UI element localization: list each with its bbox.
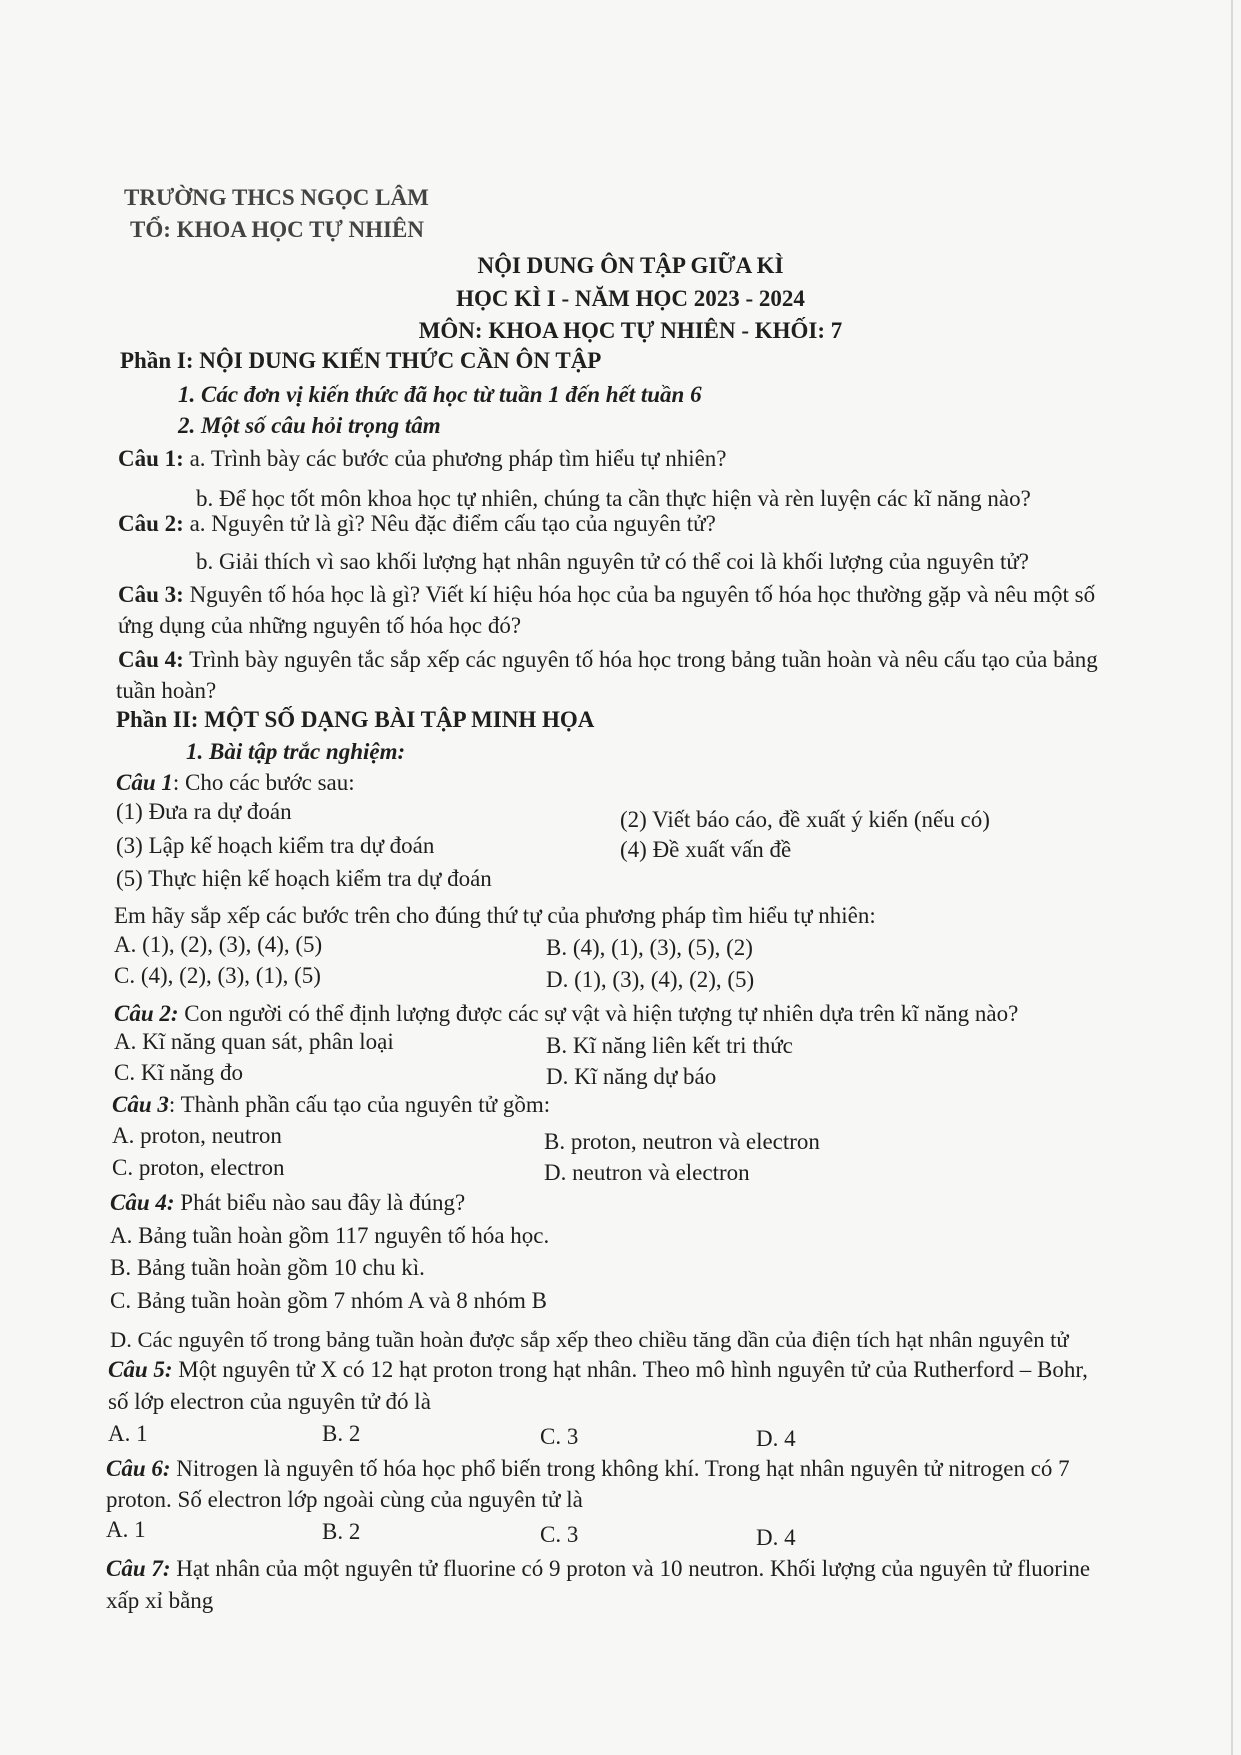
mcq-1-ask: Em hãy sắp xếp các bước trên cho đúng thứ tự của phương pháp tìm hiểu tự nhiên: [114, 903, 876, 928]
mcq-4-option-a: A. Bảng tuần hoàn gồm 117 nguyên tố hóa học. [110, 1223, 550, 1248]
question-label: Câu 4: [110, 1190, 175, 1215]
question-text: : Cho các bước sau: [172, 770, 355, 795]
mcq-4-option-c: C. Bảng tuần hoàn gồm 7 nhóm A và 8 nhóm B [110, 1288, 547, 1313]
step-1: (1) Đưa ra dự đoán [116, 799, 292, 824]
question-text: Con người có thể định lượng được các sự vật và hiện tượng tự nhiên dựa trên kĩ năng nào? [178, 1001, 1019, 1026]
question-text: a. Trình bày các bước của phương pháp tìm hiểu tự nhiên? [183, 446, 727, 471]
mcq-5-option-d: D. 4 [756, 1426, 796, 1451]
mcq-1-option-b: B. (4), (1), (3), (5), (2) [546, 935, 753, 960]
mcq-7-stem-2: xấp xỉ bằng [106, 1588, 214, 1613]
title-line-2: HỌC KÌ I - NĂM HỌC 2023 - 2024 [456, 286, 805, 311]
part1-sub1: 1. Các đơn vị kiến thức đã học từ tuần 1 đến hết tuần 6 [178, 382, 702, 407]
question-label: Câu 4: [118, 647, 184, 672]
title-line-1: NỘI DUNG ÔN TẬP GIỮA KÌ [477, 253, 784, 278]
question-label: Câu 6: [106, 1456, 171, 1481]
mcq-1-option-c: C. (4), (2), (3), (1), (5) [114, 963, 321, 988]
part1-heading: Phần I: NỘI DUNG KIẾN THỨC CẦN ÔN TẬP [120, 348, 602, 373]
mcq-4-option-b: B. Bảng tuần hoàn gồm 10 chu kì. [110, 1255, 425, 1280]
mcq-2-stem [114, 999, 1018, 1029]
question-4-line-1 [118, 645, 1098, 675]
mcq-5-option-c: C. 3 [540, 1424, 579, 1449]
question-text: Hạt nhân của một nguyên tử fluorine có 9 proton và 10 neutron. Khối lượng của nguyên tử fluorine [170, 1556, 1091, 1581]
question-text: Nitrogen là nguyên tố hóa học phổ biến trong không khí. Trong hạt nhân nguyên tử nitrogen có 7 [170, 1456, 1070, 1481]
question-label: Câu 2: [114, 1001, 179, 1026]
question-label: Câu 3 [112, 1092, 169, 1117]
mcq-6-stem-2: proton. Số electron lớp ngoài cùng của nguyên tử là [106, 1487, 583, 1512]
question-2-b: b. Giải thích vì sao khối lượng hạt nhân nguyên tử có thể coi là khối lượng của nguyên tử? [196, 549, 1030, 574]
question-label: Câu 5: [108, 1357, 173, 1382]
mcq-1-option-a: A. (1), (2), (3), (4), (5) [114, 932, 323, 957]
mcq-2-option-c: C. Kĩ năng đo [114, 1060, 244, 1085]
question-text: : Thành phần cấu tạo của nguyên tử gồm: [168, 1092, 551, 1117]
question-3-line-1 [118, 580, 1095, 610]
mcq-4-option-d: D. Các nguyên tố trong bảng tuần hoàn được sắp xếp theo chiều tăng dần của điện tích hạt nhân nguyên tử [110, 1327, 1069, 1352]
mcq-7-stem-1 [106, 1554, 1090, 1584]
step-3: (3) Lập kế hoạch kiểm tra dự đoán [116, 833, 435, 858]
question-text: a. Nguyên tử là gì? Nêu đặc điểm cấu tạo của nguyên tử? [183, 511, 716, 536]
question-1-a [118, 444, 727, 474]
mcq-2-option-d: D. Kĩ năng dự báo [546, 1064, 717, 1089]
question-label: Câu 1 [116, 770, 173, 795]
question-1-b: b. Để học tốt môn khoa học tự nhiên, chúng ta cần thực hiện và rèn luyện các kĩ năng nào? [196, 486, 1031, 511]
mcq-4-stem [110, 1188, 465, 1218]
question-label: Câu 1: [118, 446, 184, 471]
mcq-5-option-b: B. 2 [322, 1421, 361, 1446]
question-3-line-2: ứng dụng của những nguyên tố hóa học đó? [118, 613, 522, 638]
mcq-5-stem-1 [108, 1355, 1088, 1385]
step-4: (4) Đề xuất vấn đề [620, 837, 792, 862]
mcq-2-option-b: B. Kĩ năng liên kết tri thức [546, 1033, 793, 1058]
question-label: Câu 7: [106, 1556, 171, 1581]
part1-sub2: 2. Một số câu hỏi trọng tâm [178, 413, 441, 438]
mcq-3-option-d: D. neutron và electron [544, 1160, 750, 1185]
school-name: TRƯỜNG THCS NGỌC LÂM [124, 185, 429, 210]
mcq-5-option-a: A. 1 [108, 1421, 148, 1446]
mcq-2-option-a: A. Kĩ năng quan sát, phân loại [114, 1029, 394, 1054]
part2-sub1: 1. Bài tập trắc nghiệm: [186, 739, 406, 764]
question-4-line-2: tuần hoàn? [116, 678, 217, 703]
question-label: Câu 2: [118, 511, 184, 536]
question-text: Nguyên tố hóa học là gì? Viết kí hiệu hóa học của ba nguyên tố hóa học thường gặp và nêu một số [183, 582, 1096, 607]
question-text: Phát biểu nào sau đây là đúng? [174, 1190, 466, 1215]
mcq-3-stem [112, 1090, 550, 1120]
question-2-a [118, 509, 716, 539]
mcq-6-option-d: D. 4 [756, 1525, 796, 1550]
step-2: (2) Viết báo cáo, đề xuất ý kiến (nếu có) [620, 807, 990, 832]
mcq-6-stem-1 [106, 1454, 1070, 1484]
department-name: TỔ: KHOA HỌC TỰ NHIÊN [130, 217, 424, 242]
mcq-6-option-c: C. 3 [540, 1522, 579, 1547]
mcq-1-option-d: D. (1), (3), (4), (2), (5) [546, 967, 755, 992]
mcq-3-option-b: B. proton, neutron và electron [544, 1129, 820, 1154]
mcq-3-option-c: C. proton, electron [112, 1155, 285, 1180]
mcq-5-stem-2: số lớp electron của nguyên tử đó là [108, 1389, 431, 1414]
mcq-6-option-b: B. 2 [322, 1519, 361, 1544]
title-line-3: MÔN: KHOA HỌC TỰ NHIÊN - KHỐI: 7 [418, 318, 843, 343]
mcq-1-stem [116, 768, 355, 798]
question-text: Một nguyên tử X có 12 hạt proton trong hạt nhân. Theo mô hình nguyên tử của Rutherford – Bohr, [172, 1357, 1088, 1382]
mcq-3-option-a: A. proton, neutron [112, 1123, 282, 1148]
question-label: Câu 3: [118, 582, 184, 607]
part2-heading: Phần II: MỘT SỐ DẠNG BÀI TẬP MINH HỌA [116, 707, 595, 732]
mcq-6-option-a: A. 1 [106, 1517, 146, 1542]
question-text: Trình bày nguyên tắc sắp xếp các nguyên tố hóa học trong bảng tuần hoàn và nêu cấu tạo của bảng [183, 647, 1098, 672]
step-5: (5) Thực hiện kế hoạch kiểm tra dự đoán [116, 866, 492, 891]
